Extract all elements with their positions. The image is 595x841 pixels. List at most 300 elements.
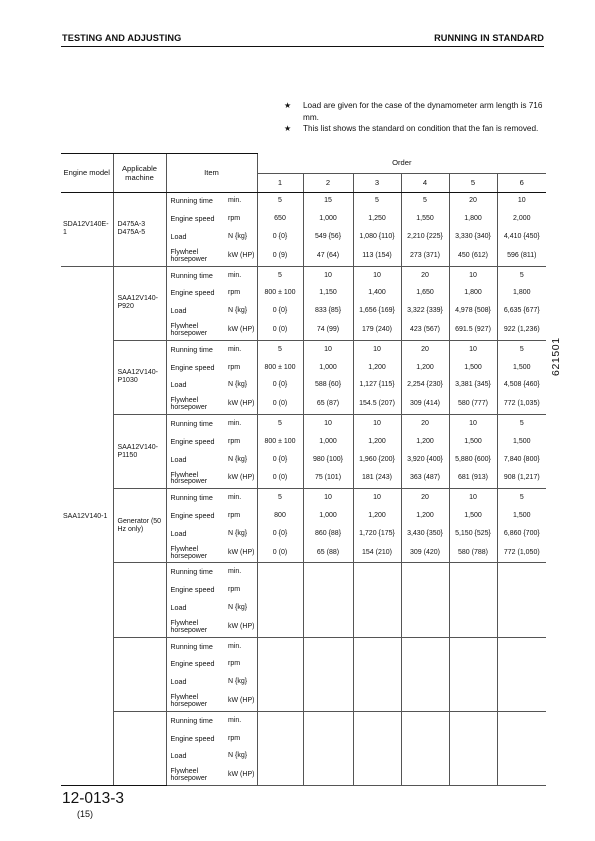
value-cell: 1,250 xyxy=(353,210,401,228)
header-rule xyxy=(61,46,544,47)
value-cell xyxy=(257,581,303,599)
value-cell xyxy=(303,691,353,711)
item-unit: N {kg} xyxy=(228,603,248,611)
value-cell: 10 xyxy=(449,266,497,284)
table-row xyxy=(61,711,546,729)
value-cell: 0 {0} xyxy=(257,302,303,320)
item-unit: rpm xyxy=(228,511,241,519)
value-cell: 2,254 {230} xyxy=(401,376,449,394)
value-cell xyxy=(303,673,353,691)
value-cell xyxy=(257,730,303,748)
item-label: Engine speed xyxy=(166,655,226,673)
value-cell: 681 (913) xyxy=(449,468,497,488)
item-unit: N {kg} xyxy=(228,678,248,686)
value-cell xyxy=(449,673,497,691)
value-cell: 423 (567) xyxy=(401,320,449,340)
applicable-machine-cell xyxy=(113,637,166,711)
value-cell: 5 xyxy=(497,266,546,284)
value-cell: 309 (414) xyxy=(401,394,449,414)
value-cell: 5 xyxy=(497,489,546,507)
item-unit: rpm xyxy=(228,437,241,445)
value-cell xyxy=(353,765,401,785)
value-cell xyxy=(497,617,546,637)
value-cell xyxy=(257,617,303,637)
item-unit: min. xyxy=(228,345,242,353)
value-cell xyxy=(257,637,303,655)
value-cell xyxy=(497,765,546,785)
item-unit: min. xyxy=(228,197,242,205)
item-unit: N {kg} xyxy=(228,307,248,315)
value-cell xyxy=(449,691,497,711)
item-unit: rpm xyxy=(228,586,241,594)
value-cell: 5,150 {525} xyxy=(449,525,497,543)
item-unit: N {kg} xyxy=(228,752,248,760)
item-label: Running time xyxy=(166,489,226,507)
value-cell: 1,000 xyxy=(303,507,353,525)
item-unit: min. xyxy=(228,568,242,576)
value-cell xyxy=(303,637,353,655)
value-cell: 1,960 {200} xyxy=(353,451,401,469)
value-cell: 5,880 {600} xyxy=(449,451,497,469)
value-cell: 0 (0) xyxy=(257,394,303,414)
value-cell: 833 {85} xyxy=(303,302,353,320)
item-unit: rpm xyxy=(228,660,241,668)
value-cell xyxy=(257,655,303,673)
notes-block xyxy=(284,100,546,135)
table-row xyxy=(61,563,546,581)
item-label: Flywheel horsepower xyxy=(166,617,226,637)
applicable-machine-cell: SAA12V140- P1030 xyxy=(113,340,166,414)
applicable-machine-cell xyxy=(113,563,166,637)
value-cell: 922 (1,236) xyxy=(497,320,546,340)
applicable-machine-cell: SAA12V140- P920 xyxy=(113,266,166,340)
value-cell xyxy=(303,617,353,637)
value-cell xyxy=(353,711,401,729)
item-label: Running time xyxy=(166,563,226,581)
value-cell: 800 ± 100 xyxy=(257,433,303,451)
item-label: Flywheel horsepower xyxy=(166,765,226,785)
value-cell xyxy=(257,711,303,729)
value-cell: 309 (420) xyxy=(401,543,449,563)
value-cell: 10 xyxy=(353,489,401,507)
value-cell: 1,800 xyxy=(497,284,546,302)
value-cell: 800 xyxy=(257,507,303,525)
item-label: Load xyxy=(166,376,226,394)
item-label: Flywheel horsepower xyxy=(166,543,226,563)
value-cell: 0 {0} xyxy=(257,376,303,394)
value-cell xyxy=(303,599,353,617)
value-cell xyxy=(353,730,401,748)
value-cell xyxy=(449,747,497,765)
value-cell xyxy=(303,730,353,748)
value-cell xyxy=(497,599,546,617)
value-cell: 800 ± 100 xyxy=(257,359,303,377)
value-cell: 3,381 {345} xyxy=(449,376,497,394)
value-cell: 1,400 xyxy=(353,284,401,302)
value-cell xyxy=(497,673,546,691)
value-cell: 0 (0) xyxy=(257,320,303,340)
value-cell: 1,800 xyxy=(449,210,497,228)
value-cell xyxy=(303,765,353,785)
table-row xyxy=(61,489,546,507)
value-cell: 20 xyxy=(449,192,497,210)
engine-model-cell xyxy=(61,266,113,785)
value-cell: 3,322 {339} xyxy=(401,302,449,320)
value-cell: 772 (1,035) xyxy=(497,394,546,414)
value-cell xyxy=(401,637,449,655)
value-cell: 1,656 {169} xyxy=(353,302,401,320)
item-label: Load xyxy=(166,525,226,543)
value-cell: 980 {100} xyxy=(303,451,353,469)
order-number: 3 xyxy=(353,173,401,192)
item-unit: min. xyxy=(228,419,242,427)
value-cell: 5 xyxy=(497,415,546,433)
running-in-standard-table-wrapper xyxy=(61,153,546,786)
value-cell: 4,978 {508} xyxy=(449,302,497,320)
value-cell: 10 xyxy=(303,340,353,358)
value-cell xyxy=(497,711,546,729)
value-cell xyxy=(401,691,449,711)
value-cell: 20 xyxy=(401,415,449,433)
value-cell: 1,000 xyxy=(303,210,353,228)
header-order: Order xyxy=(257,154,546,174)
header-section-title: TESTING AND ADJUSTING xyxy=(62,33,182,43)
value-cell: 10 xyxy=(449,489,497,507)
item-label: Flywheel horsepower xyxy=(166,394,226,414)
item-label: Engine speed xyxy=(166,581,226,599)
order-number: 2 xyxy=(303,173,353,192)
header-page-topic: RUNNING IN STANDARD xyxy=(434,33,544,43)
item-label: Running time xyxy=(166,637,226,655)
value-cell xyxy=(497,747,546,765)
header-engine-model: Engine model xyxy=(61,154,113,193)
value-cell: 3,430 {350} xyxy=(401,525,449,543)
item-label: Engine speed xyxy=(166,433,226,451)
value-cell xyxy=(497,691,546,711)
page-subnumber: (15) xyxy=(77,809,94,819)
value-cell: 15 xyxy=(303,192,353,210)
item-unit: min. xyxy=(228,271,242,279)
value-cell: 450 (612) xyxy=(449,246,497,266)
value-cell: 772 (1,050) xyxy=(497,543,546,563)
value-cell xyxy=(303,655,353,673)
value-cell xyxy=(303,711,353,729)
table-row xyxy=(61,415,546,433)
value-cell xyxy=(401,711,449,729)
value-cell: 154.5 (207) xyxy=(353,394,401,414)
value-cell: 588 {60} xyxy=(303,376,353,394)
item-label: Engine speed xyxy=(166,507,226,525)
value-cell xyxy=(449,581,497,599)
value-cell: 74 (99) xyxy=(303,320,353,340)
value-cell xyxy=(401,655,449,673)
item-label: Flywheel horsepower xyxy=(166,691,226,711)
value-cell: 908 (1,217) xyxy=(497,468,546,488)
item-unit: kW (HP) xyxy=(226,617,257,637)
item-unit: kW (HP) xyxy=(226,543,257,563)
value-cell: 1,500 xyxy=(449,507,497,525)
value-cell xyxy=(303,563,353,581)
value-cell xyxy=(449,617,497,637)
value-cell: 65 (88) xyxy=(303,543,353,563)
value-cell xyxy=(401,730,449,748)
value-cell xyxy=(303,747,353,765)
value-cell xyxy=(257,599,303,617)
value-cell: 1,720 {175} xyxy=(353,525,401,543)
item-label: Running time xyxy=(166,340,226,358)
value-cell xyxy=(449,599,497,617)
star-bullet-icon: ★ xyxy=(284,124,292,133)
value-cell xyxy=(449,655,497,673)
value-cell: 75 (101) xyxy=(303,468,353,488)
value-cell: 20 xyxy=(401,266,449,284)
value-cell xyxy=(257,747,303,765)
value-cell: 549 {56} xyxy=(303,228,353,246)
value-cell xyxy=(303,581,353,599)
value-cell xyxy=(401,673,449,691)
value-cell: 3,330 {340} xyxy=(449,228,497,246)
value-cell: 0 {0} xyxy=(257,228,303,246)
item-unit: kW (HP) xyxy=(226,691,257,711)
item-label: Load xyxy=(166,228,226,246)
value-cell xyxy=(497,637,546,655)
value-cell: 0 (9) xyxy=(257,246,303,266)
value-cell: 154 (210) xyxy=(353,543,401,563)
item-unit: rpm xyxy=(228,734,241,742)
value-cell: 1,200 xyxy=(353,433,401,451)
value-cell: 0 {0} xyxy=(257,525,303,543)
value-cell: 273 (371) xyxy=(401,246,449,266)
value-cell xyxy=(449,711,497,729)
header-applicable-machine: Applicable machine xyxy=(113,154,166,193)
note-text: Load are given for the case of the dynamometer arm length is 716 mm. xyxy=(303,101,543,122)
value-cell: 181 (243) xyxy=(353,468,401,488)
table-row xyxy=(61,192,546,210)
order-number: 1 xyxy=(257,173,303,192)
order-number: 6 xyxy=(497,173,546,192)
item-label: Load xyxy=(166,451,226,469)
item-unit: min. xyxy=(228,716,242,724)
value-cell: 1,080 {110} xyxy=(353,228,401,246)
applicable-machine-cell: SAA12V140- P1150 xyxy=(113,415,166,489)
item-label: Running time xyxy=(166,415,226,433)
value-cell xyxy=(497,581,546,599)
item-unit: min. xyxy=(228,494,242,502)
value-cell xyxy=(257,563,303,581)
item-unit: rpm xyxy=(228,289,241,297)
item-label: Running time xyxy=(166,266,226,284)
value-cell: 1,200 xyxy=(401,433,449,451)
item-label: Flywheel horsepower xyxy=(166,246,226,266)
table-row xyxy=(61,637,546,655)
value-cell: 47 (64) xyxy=(303,246,353,266)
value-cell: 650 xyxy=(257,210,303,228)
value-cell: 1,000 xyxy=(303,433,353,451)
value-cell: 1,000 xyxy=(303,359,353,377)
value-cell: 4,508 {460} xyxy=(497,376,546,394)
table-body xyxy=(61,154,546,786)
item-unit: min. xyxy=(228,642,242,650)
value-cell xyxy=(257,765,303,785)
item-label: Engine speed xyxy=(166,359,226,377)
value-cell: 1,800 xyxy=(449,284,497,302)
value-cell: 1,500 xyxy=(449,359,497,377)
value-cell: 1,200 xyxy=(401,507,449,525)
value-cell: 10 xyxy=(449,415,497,433)
applicable-machine-cell: Generator (50 Hz only) xyxy=(113,489,166,563)
item-unit: N {kg} xyxy=(228,381,248,389)
value-cell: 0 (0) xyxy=(257,468,303,488)
value-cell: 5 xyxy=(257,415,303,433)
value-cell: 65 (87) xyxy=(303,394,353,414)
value-cell: 3,920 {400} xyxy=(401,451,449,469)
item-unit: kW (HP) xyxy=(226,468,257,488)
running-in-standard-table xyxy=(61,153,546,786)
value-cell: 0 {0} xyxy=(257,451,303,469)
value-cell xyxy=(353,581,401,599)
item-unit: kW (HP) xyxy=(226,320,257,340)
note-item xyxy=(284,123,546,135)
value-cell: 800 ± 100 xyxy=(257,284,303,302)
order-number: 5 xyxy=(449,173,497,192)
value-cell: 10 xyxy=(303,266,353,284)
value-cell: 7,840 {800} xyxy=(497,451,546,469)
value-cell: 1,200 xyxy=(353,507,401,525)
table-row xyxy=(61,340,546,358)
value-cell xyxy=(401,563,449,581)
item-unit: N {kg} xyxy=(228,529,248,537)
value-cell: 580 (777) xyxy=(449,394,497,414)
value-cell xyxy=(497,655,546,673)
value-cell xyxy=(353,599,401,617)
item-label: Load xyxy=(166,599,226,617)
value-cell: 1,150 xyxy=(303,284,353,302)
value-cell: 5 xyxy=(401,192,449,210)
value-cell xyxy=(449,765,497,785)
side-document-code: 621501 xyxy=(550,337,562,376)
note-text: This list shows the standard on condition that the fan is removed. xyxy=(303,124,539,133)
value-cell: 6,635 {677} xyxy=(497,302,546,320)
value-cell: 1,650 xyxy=(401,284,449,302)
value-cell: 0 (0) xyxy=(257,543,303,563)
value-cell: 10 xyxy=(303,489,353,507)
value-cell: 5 xyxy=(353,192,401,210)
table-header-row xyxy=(61,154,546,174)
engine-model-cell: SDA12V140E-1 xyxy=(61,192,113,266)
item-unit: rpm xyxy=(228,363,241,371)
item-unit: N {kg} xyxy=(228,455,248,463)
star-bullet-icon: ★ xyxy=(284,101,292,110)
value-cell xyxy=(257,673,303,691)
value-cell: 1,500 xyxy=(497,359,546,377)
item-label: Load xyxy=(166,747,226,765)
value-cell: 10 xyxy=(353,340,401,358)
value-cell: 1,200 xyxy=(401,359,449,377)
item-unit: N {kg} xyxy=(228,232,248,240)
value-cell: 5 xyxy=(497,340,546,358)
item-label: Engine speed xyxy=(166,210,226,228)
value-cell: 113 (154) xyxy=(353,246,401,266)
value-cell xyxy=(353,655,401,673)
value-cell: 596 (811) xyxy=(497,246,546,266)
value-cell xyxy=(353,673,401,691)
value-cell: 2,210 {225} xyxy=(401,228,449,246)
value-cell: 1,500 xyxy=(497,433,546,451)
value-cell: 5 xyxy=(257,489,303,507)
value-cell: 10 xyxy=(497,192,546,210)
value-cell: 10 xyxy=(353,266,401,284)
item-label: Engine speed xyxy=(166,730,226,748)
item-label: Load xyxy=(166,302,226,320)
note-item xyxy=(284,100,546,123)
value-cell: 2,000 xyxy=(497,210,546,228)
value-cell xyxy=(353,637,401,655)
value-cell xyxy=(401,747,449,765)
value-cell: 5 xyxy=(257,266,303,284)
value-cell: 20 xyxy=(401,489,449,507)
value-cell xyxy=(449,563,497,581)
value-cell xyxy=(401,599,449,617)
value-cell xyxy=(353,563,401,581)
value-cell: 1,550 xyxy=(401,210,449,228)
item-label: Flywheel horsepower xyxy=(166,320,226,340)
item-unit: kW (HP) xyxy=(226,394,257,414)
value-cell: 860 {88} xyxy=(303,525,353,543)
value-cell: 5 xyxy=(257,340,303,358)
applicable-machine-cell xyxy=(113,711,166,785)
value-cell: 1,500 xyxy=(497,507,546,525)
value-cell: 5 xyxy=(257,192,303,210)
item-label: Flywheel horsepower xyxy=(166,468,226,488)
value-cell: 1,500 xyxy=(449,433,497,451)
value-cell: 10 xyxy=(353,415,401,433)
item-unit: rpm xyxy=(228,215,241,223)
item-label: Load xyxy=(166,673,226,691)
value-cell xyxy=(257,691,303,711)
value-cell: 363 (487) xyxy=(401,468,449,488)
value-cell: 580 (788) xyxy=(449,543,497,563)
value-cell xyxy=(401,765,449,785)
page-number: 12-013-3 xyxy=(62,790,125,807)
value-cell xyxy=(401,617,449,637)
value-cell: 10 xyxy=(449,340,497,358)
value-cell xyxy=(353,747,401,765)
item-label: Running time xyxy=(166,192,226,210)
value-cell: 6,860 {700} xyxy=(497,525,546,543)
value-cell xyxy=(497,730,546,748)
value-cell: 20 xyxy=(401,340,449,358)
value-cell xyxy=(353,617,401,637)
order-number: 4 xyxy=(401,173,449,192)
value-cell xyxy=(353,691,401,711)
value-cell: 1,127 {115} xyxy=(353,376,401,394)
value-cell: 4,410 {450} xyxy=(497,228,546,246)
value-cell xyxy=(401,581,449,599)
item-label: Engine speed xyxy=(166,284,226,302)
header-item: Item xyxy=(166,154,257,193)
value-cell: 691.5 (927) xyxy=(449,320,497,340)
item-unit: kW (HP) xyxy=(226,246,257,266)
item-unit: kW (HP) xyxy=(226,765,257,785)
value-cell: 179 (240) xyxy=(353,320,401,340)
table-row xyxy=(61,266,546,284)
value-cell: 1,200 xyxy=(353,359,401,377)
item-label: Running time xyxy=(166,711,226,729)
applicable-machine-cell: D475A-3 D475A-5 xyxy=(113,192,166,266)
value-cell xyxy=(497,563,546,581)
value-cell: 10 xyxy=(303,415,353,433)
value-cell xyxy=(449,637,497,655)
